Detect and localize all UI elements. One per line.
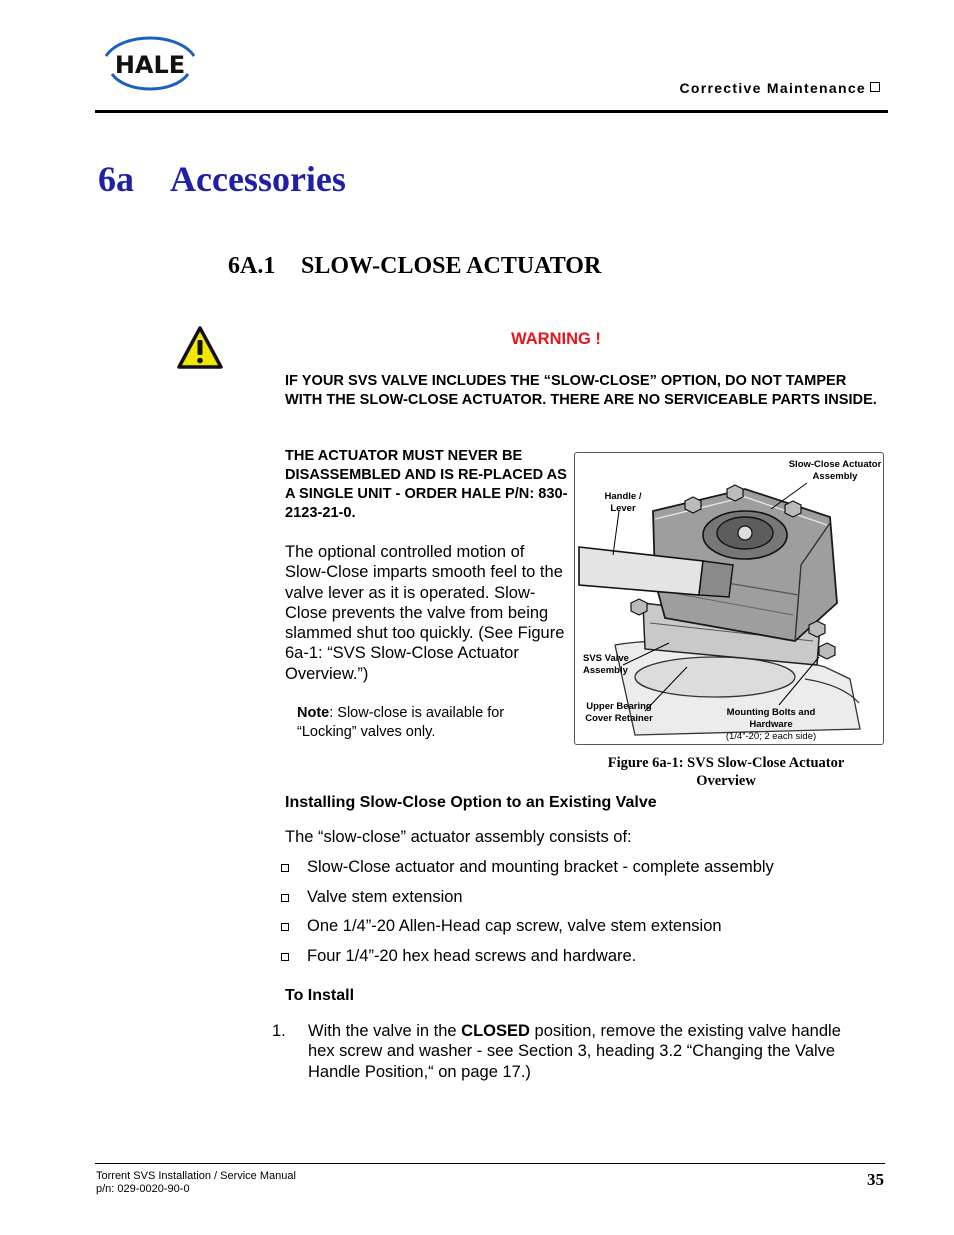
note <box>297 704 557 742</box>
label-svs-1: SVS Valve <box>583 653 629 664</box>
list-item <box>280 857 774 887</box>
chapter-name: Accessories <box>170 159 346 199</box>
label-bolts-spec: (1/4”-20; 2 each side) <box>725 731 817 742</box>
warning-text-tamper: IF YOUR SVS VALVE INCLUDES THE “SLOW-CLOSE” OPTION, DO NOT TAMPER WITH THE SLOW-CLOSE ACTUATOR. THERE ARE NO SERVICEABLE PARTS INSIDE. <box>285 373 877 408</box>
figure-frame <box>574 452 884 745</box>
list-item <box>280 946 774 976</box>
step-text-bold: CLOSED <box>461 1022 530 1040</box>
to-install-heading: To Install <box>285 987 355 1004</box>
figure-caption: Figure 6a-1: SVS Slow-Close Actuator Overview <box>607 755 845 789</box>
step-number: 1. <box>272 1022 286 1040</box>
footer-manual-title: Torrent SVS Installation / Service Manual <box>96 1170 296 1182</box>
section-name: SLOW-CLOSE ACTUATOR <box>301 253 602 279</box>
footer-info <box>96 1170 296 1196</box>
bullet-box-icon <box>281 894 289 902</box>
label-handle-2: Lever <box>610 503 636 514</box>
header-rule <box>95 110 888 113</box>
logo-text: HALE <box>114 51 186 79</box>
warning-text-replace: THE ACTUATOR MUST NEVER BE DISASSEMBLED AND IS RE-PLACED AS A SINGLE UNIT - ORDER HALE P/N: 830-2123-21-0. <box>285 448 568 521</box>
label-bolts-2: Hardware <box>749 719 793 730</box>
label-assembly-2: Assembly <box>812 471 858 482</box>
installing-intro: The “slow-close” actuator assembly consists of: <box>285 828 632 846</box>
parts-list <box>280 857 774 975</box>
header-square-icon <box>870 82 880 92</box>
running-header: Corrective Maintenance <box>679 80 866 96</box>
footer-part-number: p/n: 029-0020-90-0 <box>96 1183 190 1195</box>
bullet-box-icon <box>281 953 289 961</box>
chapter-title <box>98 158 346 200</box>
warning-triangle-icon <box>176 325 224 371</box>
section-title <box>228 253 601 280</box>
bullet-box-icon <box>281 864 289 872</box>
label-handle-1: Handle / <box>604 491 642 502</box>
list-item <box>280 916 774 946</box>
label-assembly-1: Slow-Close Actuator <box>788 459 882 470</box>
footer-rule <box>95 1163 885 1164</box>
list-item <box>280 887 774 917</box>
bullet-box-icon <box>281 923 289 931</box>
installing-heading: Installing Slow-Close Option to an Existing Valve <box>285 794 657 811</box>
chapter-number: 6a <box>98 159 134 199</box>
actuator-illustration <box>575 453 884 745</box>
list-item-text: One 1/4”-20 Allen-Head cap screw, valve stem extension <box>307 917 722 935</box>
note-label: Note <box>297 705 330 721</box>
warning-title: WARNING ! <box>511 330 601 348</box>
hale-logo <box>96 28 204 100</box>
list-item-text: Slow-Close actuator and mounting bracket - complete assembly <box>307 858 774 876</box>
label-bolts-1: Mounting Bolts and <box>726 707 816 718</box>
label-retainer-2: Cover Retainer <box>585 713 653 724</box>
description-paragraph: The optional controlled motion of Slow-Close imparts smooth feel to the valve lever as it is operated. Slow-Close prevents the valve from being slammed shut too quickly. (See Figure 6a-1: “SVS Slow-Close Actuator Overview.”) <box>285 543 565 683</box>
label-svs-2: Assembly <box>583 665 628 676</box>
label-retainer-1: Upper Bearing <box>586 701 652 712</box>
page-number: 35 <box>867 1170 884 1189</box>
list-item-text: Four 1/4”-20 hex head screws and hardware. <box>307 946 637 965</box>
section-number: 6A.1 <box>228 253 276 279</box>
step-text-after: position, remove the existing valve handle hex screw and washer - see Section 3, heading 3.2 “Changing the Valve Handle Position,“ on page 17.) <box>308 1022 841 1081</box>
step-text-before: With the valve in the <box>308 1022 462 1040</box>
step-text <box>308 1021 868 1082</box>
note-text: : Slow-close is available for “Locking” valves only. <box>297 705 505 740</box>
list-item-text: Valve stem extension <box>307 887 463 906</box>
